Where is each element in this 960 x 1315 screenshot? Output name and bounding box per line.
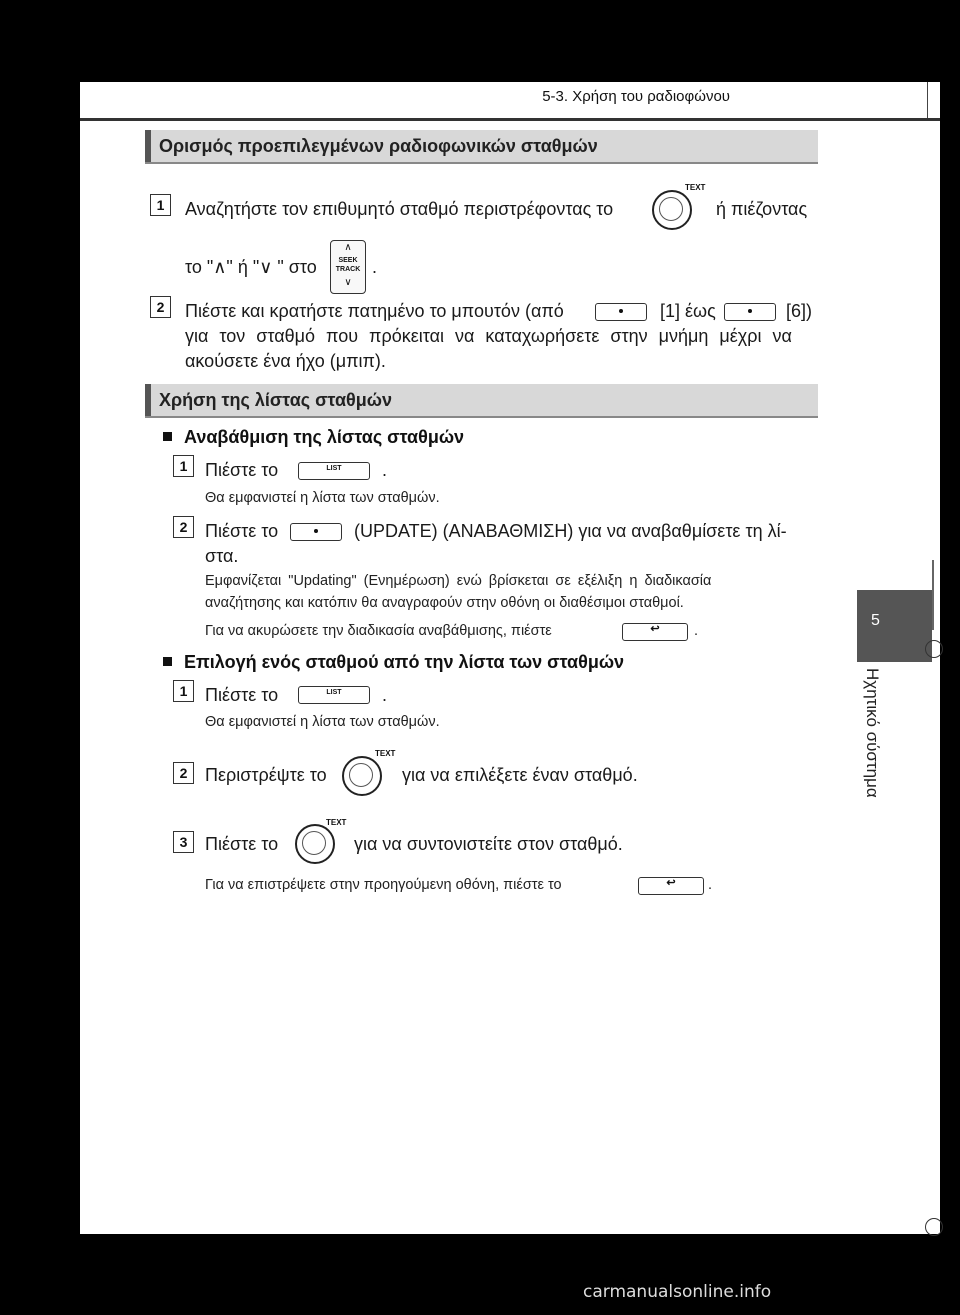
step-text: ή πιέζοντας (716, 199, 808, 219)
step-text: Πιέστε το (205, 460, 279, 480)
section-accent (145, 384, 151, 416)
list-button-icon: LIST (298, 462, 370, 480)
step-text: Πιέστε το (205, 834, 279, 854)
section-header-station-list (145, 384, 818, 418)
step-text: για να συντονιστείτε στον σταθμό. (354, 834, 623, 854)
step-text: [1] έως (660, 301, 716, 321)
section-title: Ορισμός προεπιλεγμένων ραδιοφωνικών σταθμών (159, 136, 598, 156)
chapter-title-vertical (862, 668, 892, 828)
note-text: αναζήτησης και κατόπιν θα αναγραφούν στην οθόνη οι διαθέσιμοι σταθμοί. (205, 595, 684, 611)
step-number: 2 (150, 296, 171, 318)
registration-mark-icon (925, 1218, 943, 1236)
note-text: Για να επιστρέψετε στην προηγούμενη οθόνη, πιέστε το (205, 877, 562, 893)
step-text: [6]) (786, 301, 813, 321)
list-button-icon: LIST (298, 686, 370, 704)
step-text: . (382, 460, 388, 480)
step-text: . (372, 257, 378, 277)
step-number: 1 (150, 194, 171, 216)
knob-text-label: TEXT (685, 183, 706, 192)
seek-label: SEEK (338, 257, 358, 264)
chapter-tab (857, 590, 932, 662)
registration-mark-icon (925, 640, 943, 658)
preset-button-icon (724, 303, 776, 321)
chevron-down-icon: ∨ (344, 277, 352, 288)
note-text: . (708, 877, 713, 893)
return-button-icon: ↩ (638, 877, 704, 895)
section-title: Χρήση της λίστας σταθμών (159, 390, 392, 410)
step-text: Πιέστε και κρατήστε πατημένο το μπουτόν (από (185, 301, 564, 321)
step-text: για να επιλέξετε έναν σταθμό. (402, 765, 638, 785)
step-text: Περιστρέψτε το (205, 765, 327, 785)
step-text: το "∧" ή "∨ " στο (185, 257, 317, 277)
seek-track-button-icon (330, 240, 366, 294)
bullet-square-icon (163, 432, 172, 441)
step-number: 3 (173, 831, 194, 853)
step-number: 1 (173, 455, 194, 477)
note-text: Για να ακυρώσετε την διαδικασία αναβάθμισης, πιέστε (205, 623, 552, 639)
subsection-heading (163, 652, 624, 673)
step-text: . (382, 685, 388, 705)
return-button-icon: ↩ (622, 623, 688, 641)
track-label: TRACK (335, 266, 361, 273)
header-rule (80, 118, 940, 121)
knob-text-label: TEXT (326, 818, 347, 827)
note-text: Θα εμφανιστεί η λίστα των σταθμών. (205, 714, 440, 730)
step-text: για τον σταθμό που πρόκειται να καταχωρήσετε στην μνήμη μέχρι να (185, 326, 792, 346)
chevron-up-icon: ∧ (344, 242, 352, 253)
subsection-heading (163, 427, 464, 448)
tab-line (932, 560, 934, 630)
step-number: 2 (173, 516, 194, 538)
note-text: . (694, 623, 699, 639)
section-header-presets (145, 130, 818, 164)
note-text: Θα εμφανιστεί η λίστα των σταθμών. (205, 490, 440, 506)
bullet-square-icon (163, 657, 172, 666)
step-text: στα. (205, 546, 239, 566)
step-text: (UPDATE) (ΑΝΑΒΑΘΜΙΣΗ) για να αναβαθμίσετε τη λί- (354, 521, 787, 541)
preset-button-icon (595, 303, 647, 321)
chapter-title: Ηχητικό σύστημα (863, 668, 882, 798)
step-text: Πιέστε το (205, 685, 279, 705)
tune-knob-icon (295, 824, 335, 864)
update-button-icon (290, 523, 342, 541)
chapter-number: 5 (871, 612, 880, 629)
step-text: Πιέστε το (205, 521, 279, 541)
header-title: 5-3. Χρήση του ραδιοφώνου (542, 88, 730, 105)
step-number: 2 (173, 762, 194, 784)
subsection-heading-text: Επιλογή ενός σταθμού από την λίστα των σταθμών (184, 652, 625, 672)
section-accent (145, 130, 151, 162)
note-text: Εμφανίζεται "Updating" (Ενημέρωση) ενώ βρίσκεται σε εξέλιξη η διαδικασία (205, 573, 712, 589)
tune-knob-icon (342, 756, 382, 796)
crop-mark (927, 82, 941, 118)
step-text: Αναζητήστε τον επιθυμητό σταθμό περιστρέφοντας το (185, 199, 614, 219)
step-text: ακούσετε ένα ήχο (μπιπ). (185, 351, 386, 371)
subsection-heading-text: Αναβάθμιση της λίστας σταθμών (184, 427, 465, 447)
step-number: 1 (173, 680, 194, 702)
tune-knob-icon (652, 190, 692, 230)
watermark: carmanualsonline.info (583, 1282, 772, 1302)
knob-text-label: TEXT (375, 749, 396, 758)
